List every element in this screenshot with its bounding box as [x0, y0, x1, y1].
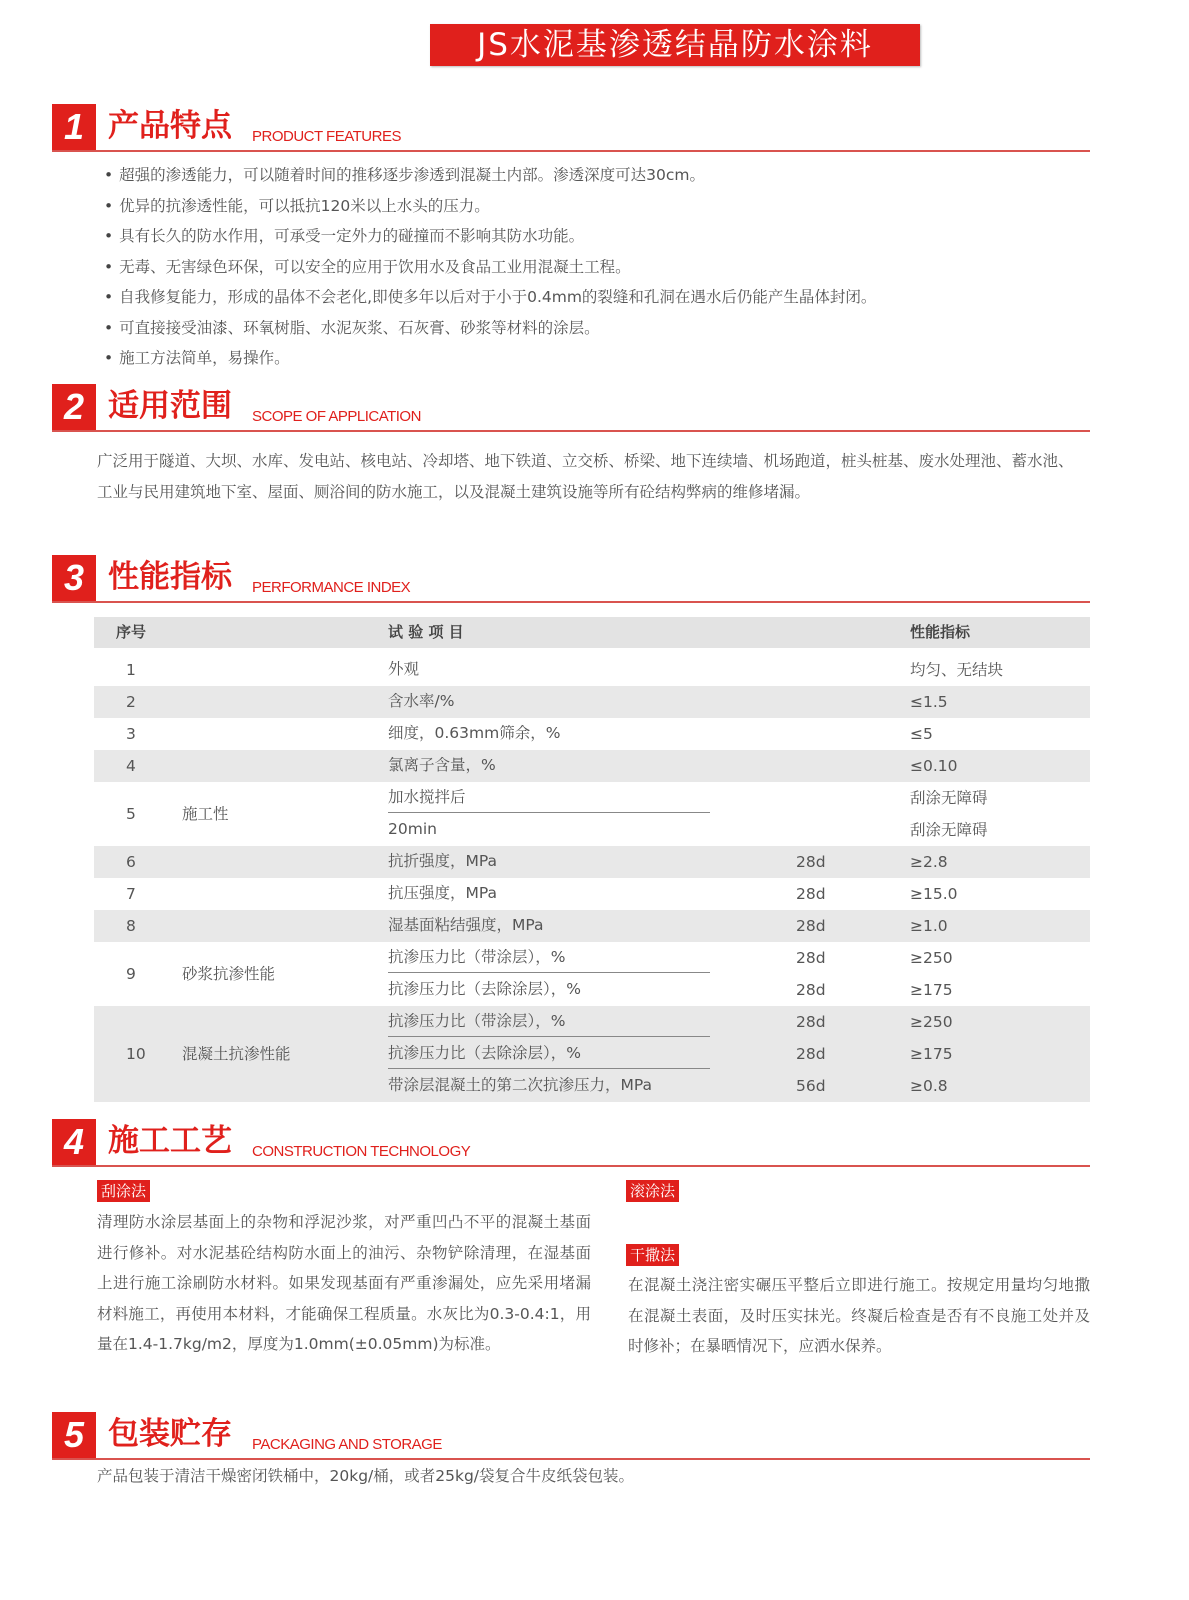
section-header-construction [52, 1119, 1090, 1167]
cell-item: 抗渗压力比（去除涂层），% [388, 1038, 710, 1069]
table-row [94, 846, 1090, 878]
cell-item: 抗折强度，MPa [388, 852, 498, 870]
section-subtitle: SCOPE OF APPLICATION [252, 408, 421, 425]
section-title: 性能指标 [108, 559, 232, 595]
cell-no: 4 [126, 757, 136, 775]
section-number: 1 [52, 104, 96, 150]
cell-item: 带涂层混凝土的第二次抗渗压力，MPa [388, 1076, 653, 1094]
cell-age: 28d [796, 1045, 826, 1063]
table-row [94, 910, 1090, 942]
cell-item: 外观 [388, 660, 420, 678]
list-item: • 自我修复能力，形成的晶体不会老化,即使多年以后对于小于0.4mm的裂缝和孔洞在遇水后仍能产生晶体封闭。 [104, 282, 876, 313]
cell-value: ≤1.5 [910, 693, 948, 711]
section-header-scope [52, 384, 1090, 432]
method-tag-roll: 滚涂法 [626, 1180, 679, 1202]
section-title: 施工工艺 [108, 1123, 232, 1159]
cell-item: 含水率/% [388, 692, 455, 710]
document-title: JS水泥基渗透结晶防水涂料 [430, 24, 920, 66]
section-number: 4 [52, 1119, 96, 1165]
table-row [94, 686, 1090, 718]
cell-no: 7 [126, 885, 136, 903]
section-subtitle: PACKAGING AND STORAGE [252, 1436, 442, 1453]
list-item: • 可直接接受油漆、环氧树脂、水泥灰浆、石灰膏、砂浆等材料的涂层。 [104, 313, 876, 344]
list-item: • 具有长久的防水作用，可承受一定外力的碰撞而不影响其防水功能。 [104, 221, 876, 252]
cell-value: ≥0.8 [910, 1077, 948, 1095]
section-subtitle: PERFORMANCE INDEX [252, 579, 411, 596]
cell-item: 抗渗压力比（带涂层），% [388, 1006, 710, 1037]
section-title: 产品特点 [108, 108, 232, 144]
list-item: • 超强的渗透能力，可以随着时间的推移逐步渗透到混凝土内部。渗透深度可达30cm。 [104, 160, 876, 191]
cell-no: 5 [126, 805, 136, 823]
list-item: • 无毒、无害绿色环保，可以安全的应用于饮用水及食品工业用混凝土工程。 [104, 252, 876, 283]
table-row [94, 782, 1090, 846]
cell-value: ≥2.8 [910, 853, 948, 871]
section-header-packaging [52, 1412, 1090, 1460]
list-item: • 施工方法简单，易操作。 [104, 343, 876, 374]
cell-value: 均匀、无结块 [910, 661, 1004, 679]
cell-value: ≥175 [910, 1045, 953, 1063]
cell-item: 抗渗压力比（带涂层），% [388, 942, 710, 973]
scope-text: 广泛用于隧道、大坝、水库、发电站、核电站、冷却塔、地下铁道、立交桥、桥梁、地下连续墙、机场跑道，桩头桩基、废水处理池、蓄水池、工业与民用建筑地下室、屋面、厕浴间的防水施工，以及混凝土建筑设施等所有砼结构弊病的维修堵漏。 [97, 452, 1074, 501]
scrape-method-text: 清理防水涂层基面上的杂物和浮泥沙浆，对严重凹凸不平的混凝土基面进行修补。对水泥基砼结构防水面上的油污、杂物铲除清理，在湿基面上进行施工涂刷防水材料。如果发现基面有严重渗漏处，应先采用堵漏材料施工，再使用本材料，才能确保工程质量。水灰比为0.3-0.4:1，用量在1.4-1.7kg/m2，厚度为1.0mm(±0.05mm)为标准。 [97, 1213, 591, 1353]
cell-no: 9 [126, 965, 136, 983]
table-row [94, 750, 1090, 782]
cell-value: ≥15.0 [910, 885, 958, 903]
cell-value: ≤5 [910, 725, 933, 743]
cell-no: 1 [126, 661, 136, 679]
table-row [94, 718, 1090, 750]
packaging-text: 产品包装于清洁干燥密闭铁桶中，20kg/桶，或者25kg/袋复合牛皮纸袋包装。 [97, 1467, 635, 1485]
section-title: 包装贮存 [108, 1416, 232, 1452]
cell-age: 28d [796, 1013, 826, 1031]
header-value: 性能指标 [910, 623, 971, 641]
cell-item: 加水搅拌后 [388, 782, 710, 813]
section-header-features [52, 104, 1090, 152]
cell-no: 8 [126, 917, 136, 935]
performance-table [94, 617, 1090, 1102]
cell-item: 抗渗压力比（去除涂层），% [388, 980, 581, 998]
section-number: 3 [52, 555, 96, 601]
table-row [94, 1006, 1090, 1102]
cell-no: 3 [126, 725, 136, 743]
cell-age: 28d [796, 885, 826, 903]
table-body [94, 648, 1090, 1102]
cell-no: 2 [126, 693, 136, 711]
cell-category: 混凝土抗渗性能 [182, 1045, 291, 1063]
dry-method-text: 在混凝土浇注密实碾压平整后立即进行施工。按规定用量均匀地撒在混凝土表面，及时压实抹光。终凝后检查是否有不良施工处并及时修补；在暴晒情况下，应洒水保养。 [628, 1276, 1090, 1355]
cell-age: 28d [796, 853, 826, 871]
header-no: 序号 [116, 623, 147, 641]
cell-item: 细度，0.63mm筛余，% [388, 724, 561, 742]
cell-item: 湿基面粘结强度，MPa [388, 916, 544, 934]
cell-age: 28d [796, 981, 826, 999]
cell-no: 10 [126, 1045, 146, 1063]
table-row [94, 878, 1090, 910]
section-subtitle: CONSTRUCTION TECHNOLOGY [252, 1143, 471, 1160]
cell-value: ≥250 [910, 1013, 953, 1031]
cell-age: 28d [796, 917, 826, 935]
list-item: • 优异的抗渗透性能，可以抵抗120米以上水头的压力。 [104, 191, 876, 222]
section-number: 5 [52, 1412, 96, 1458]
cell-value: ≥250 [910, 949, 953, 967]
cell-item: 抗压强度，MPa [388, 884, 498, 902]
cell-age: 28d [796, 949, 826, 967]
cell-value: ≤0.10 [910, 757, 958, 775]
section-subtitle: PRODUCT FEATURES [252, 128, 401, 145]
cell-item: 20min [388, 820, 437, 838]
cell-value: 刮涂无障碍 [910, 821, 988, 839]
header-item: 试 验 项 目 [388, 623, 464, 641]
section-header-performance [52, 555, 1090, 603]
table-row [94, 654, 1090, 686]
cell-item: 氯离子含量，% [388, 756, 496, 774]
section-number: 2 [52, 384, 96, 430]
cell-value: ≥175 [910, 981, 953, 999]
table-header [94, 617, 1090, 648]
cell-value: 刮涂无障碍 [910, 789, 988, 807]
method-tag-dry: 干撒法 [626, 1244, 679, 1266]
method-tag-scrape: 刮涂法 [97, 1180, 150, 1202]
cell-no: 6 [126, 853, 136, 871]
cell-value: ≥1.0 [910, 917, 948, 935]
features-list [104, 160, 876, 374]
cell-category: 砂浆抗渗性能 [182, 965, 276, 983]
section-title: 适用范围 [108, 388, 232, 424]
table-row [94, 942, 1090, 1006]
cell-category: 施工性 [182, 805, 229, 823]
cell-age: 56d [796, 1077, 826, 1095]
